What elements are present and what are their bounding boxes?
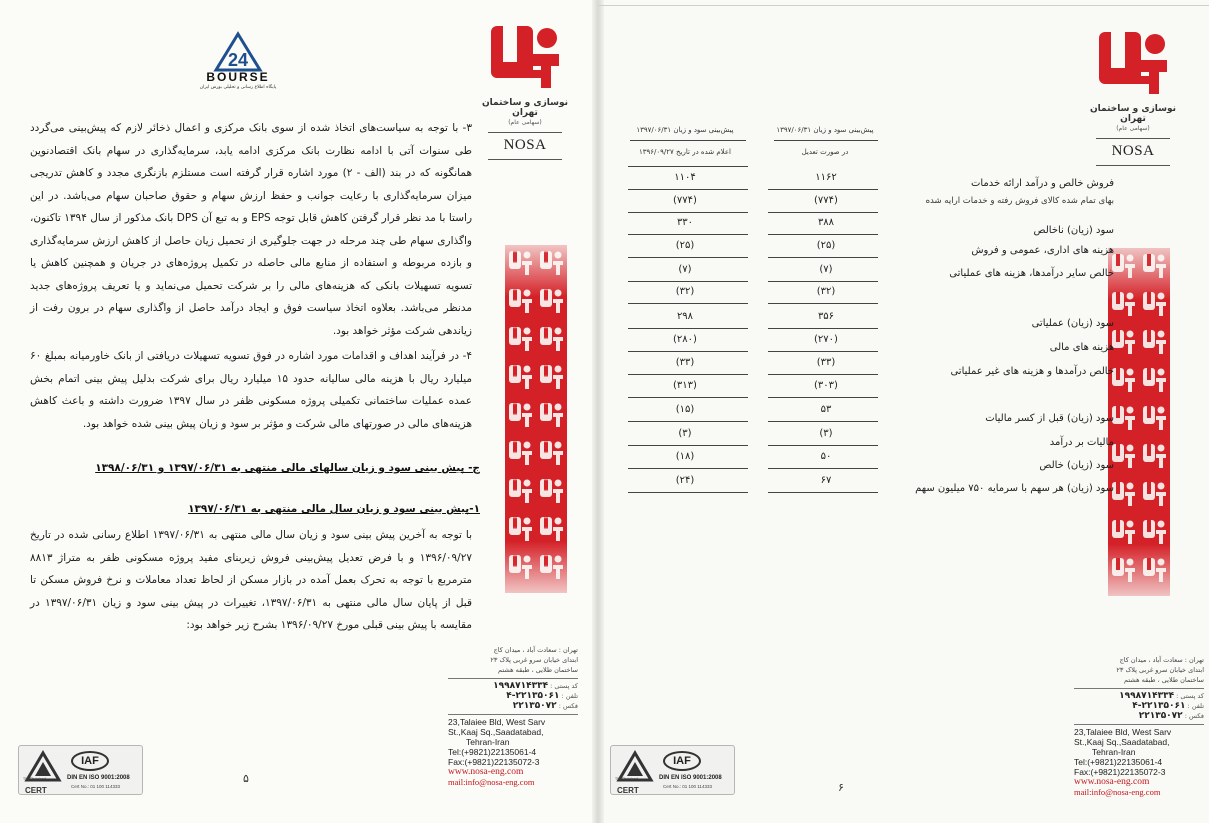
cert-label: CERT bbox=[617, 786, 639, 795]
fax-en: Fax:(+9821)22135072-3 bbox=[448, 757, 540, 767]
table-cell-adjusted: ۶۷ bbox=[820, 475, 832, 486]
brand-nosa: NOSA bbox=[503, 137, 547, 153]
bourse-logo bbox=[188, 30, 288, 100]
table-cell-announced: (۳۳) bbox=[675, 357, 695, 368]
website-link[interactable]: www.nosa-eng.com bbox=[1074, 777, 1150, 787]
phone-number: ۲۲۱۳۵۰۶۱-۴ bbox=[506, 691, 560, 701]
iaf-logo: IAF bbox=[71, 751, 109, 771]
table-cell-announced: (۲۵) bbox=[675, 240, 695, 251]
table-cell-announced: (۱۵) bbox=[675, 404, 695, 415]
table-row-rule bbox=[768, 303, 878, 304]
table-row-rule bbox=[628, 421, 748, 422]
page-number: ۵ bbox=[243, 773, 249, 785]
section-heading-c: ج- پیش بینی سود و زیان سالهای مالی منتهی به ۱۳۹۷/۰۶/۳۱ و ۱۳۹۸/۰۶/۳۱ bbox=[95, 462, 480, 474]
tuv-label: TÜVRheinland bbox=[615, 777, 638, 781]
page-fold-shadow bbox=[598, 0, 604, 823]
company-type: (سهامی عام) bbox=[508, 119, 542, 126]
table-cell-announced: ۲۹۸ bbox=[676, 311, 694, 322]
table-cell-adjusted: (۳۳) bbox=[816, 357, 836, 368]
section-heading-1: ۱-پیش بینی سود و زیان سال مالی منتهی به ۱۳۹۷/۰۶/۳۱ bbox=[188, 503, 480, 515]
tuv-triangle-icon bbox=[23, 750, 63, 790]
fax-label: فکس : bbox=[558, 702, 578, 710]
table-cell-adjusted: (۷) bbox=[819, 264, 833, 275]
phone-row bbox=[1074, 701, 1204, 711]
contact-block bbox=[448, 645, 578, 787]
table-row-rule bbox=[768, 351, 878, 352]
table-row-rule bbox=[628, 374, 748, 375]
address-en: Tehran-Iran bbox=[1092, 747, 1136, 757]
table-cell-adjusted: (۲۷۰) bbox=[814, 334, 838, 345]
column-header-adjusted bbox=[765, 124, 885, 158]
table-cell-announced: ۱۱۰۴ bbox=[674, 172, 696, 183]
postal-code: ۱۹۹۸۷۱۴۳۳۴ bbox=[493, 681, 549, 691]
iaf-logo: IAF bbox=[663, 751, 701, 771]
table-cell-announced: (۷۷۴) bbox=[673, 195, 697, 206]
table-row-rule bbox=[628, 257, 748, 258]
column-header-rule bbox=[774, 140, 878, 141]
address-line: ساختمان طلایی ، طبقه هشتم bbox=[498, 666, 578, 674]
table-row-rule bbox=[628, 468, 748, 469]
table-cell-adjusted: (۳) bbox=[819, 428, 833, 439]
table-row-label: سود (زیان) عملیاتی bbox=[1031, 318, 1114, 329]
column-header-announced bbox=[620, 124, 750, 158]
logo-pattern-icon bbox=[505, 245, 567, 593]
table-cell-announced: (۳۲) bbox=[675, 286, 695, 297]
table-row-label: هزینه های مالی bbox=[1049, 342, 1114, 353]
table-row-label: بهای تمام شده کالای فروش رفته و خدمات ارایه شده bbox=[925, 196, 1114, 206]
table-row-rule bbox=[768, 397, 878, 398]
table-cell-adjusted: (۳۰۳) bbox=[814, 380, 838, 391]
table-row-rule bbox=[628, 234, 748, 235]
fax-number: ۲۲۱۳۵۰۷۲ bbox=[1138, 711, 1183, 721]
phone-label: تلفن : bbox=[561, 692, 578, 700]
letterhead-logo bbox=[480, 18, 570, 160]
fax-number: ۲۲۱۳۵۰۷۲ bbox=[512, 701, 557, 711]
table-cell-announced: (۳) bbox=[678, 428, 692, 439]
tel-en: Tel:(+9821)22135061-4 bbox=[1074, 757, 1163, 767]
table-row-rule bbox=[628, 189, 748, 190]
cert-number: Cert No.: 01 100 114333 bbox=[71, 784, 120, 789]
table-row-label: مالیات بر درآمد bbox=[1049, 437, 1114, 448]
table-row-rule bbox=[768, 374, 878, 375]
nosa-logo-icon bbox=[485, 18, 565, 96]
phone-number: ۲۲۱۳۵۰۶۱-۴ bbox=[1132, 701, 1186, 711]
table-row-rule bbox=[628, 303, 748, 304]
table-row-rule bbox=[628, 397, 748, 398]
postal-label: کد پستی : bbox=[550, 682, 578, 690]
table-row-rule bbox=[628, 492, 748, 493]
fax-label: فکس : bbox=[1184, 712, 1204, 720]
table-cell-announced: (۱۸) bbox=[675, 451, 695, 462]
logo-divider bbox=[488, 132, 562, 133]
table-cell-announced: (۲۸۰) bbox=[673, 334, 697, 345]
postal-row bbox=[448, 681, 578, 691]
tuv-label: TÜVRheinland bbox=[23, 777, 46, 781]
table-row-rule bbox=[768, 281, 878, 282]
postal-code: ۱۹۹۸۷۱۴۳۳۴ bbox=[1119, 691, 1175, 701]
table-row-rule bbox=[628, 445, 748, 446]
svg-text:24: 24 bbox=[227, 50, 249, 70]
page-right bbox=[598, 0, 1209, 823]
contact-divider bbox=[448, 714, 578, 715]
table-cell-adjusted: ۵۳ bbox=[820, 404, 832, 415]
logo-divider bbox=[1096, 165, 1170, 166]
paragraph-3 bbox=[30, 117, 472, 342]
nosa-logo-icon bbox=[1093, 24, 1173, 102]
column-header-line: در صورت تعدیل bbox=[801, 148, 849, 156]
contact-block bbox=[1074, 655, 1204, 797]
column-header-line: پیش‌بینی سود و زیان ۱۳۹۷/۰۶/۳۱ bbox=[636, 126, 734, 134]
table-cell-announced: (۷) bbox=[678, 264, 692, 275]
table-cell-adjusted: ۳۸۸ bbox=[817, 217, 835, 228]
table-cell-adjusted: ۱۱۶۲ bbox=[815, 172, 837, 183]
iso-standard: DIN EN ISO 9001:2008 bbox=[659, 775, 722, 781]
table-row-label: فروش خالص و درآمد ارائه خدمات bbox=[970, 178, 1114, 189]
address-line: ابتدای خیابان سرو غربی پلاک ۲۳ bbox=[1116, 666, 1204, 674]
address-en: Tehran-Iran bbox=[466, 737, 510, 747]
table-row-rule bbox=[768, 421, 878, 422]
table-cell-adjusted: (۳۲) bbox=[816, 286, 836, 297]
table-row-rule bbox=[768, 234, 878, 235]
table-row-rule bbox=[768, 468, 878, 469]
bourse-logo-tagline: پایگاه اطلاع رسانی و تحلیلی بورس ایران bbox=[199, 85, 277, 90]
table-row-label: خالص درآمدها و هزینه های غیر عملیاتی bbox=[950, 366, 1114, 377]
address-line: تهران : سعادت آباد ، میدان کاج bbox=[1119, 656, 1204, 664]
email-link[interactable]: mail:info@nosa-eng.com bbox=[448, 777, 535, 787]
table-row-label: سود (زیان) ناخالص bbox=[1033, 225, 1114, 236]
table-row-rule bbox=[628, 351, 748, 352]
paragraph-5-text: با توجه به آخرین پیش بینی سود و زیان سال مالی منتهی به ۱۳۹۷/۰۶/۳۱ اطلاع رسانی شده در تاریخ ۱۳۹۶/۰۹/۲۷ و با فرض تعدیل پیش‌بینی فروش زیربنای مفید پروژه مسکونی ظفر به متراژ ۸۸۱۳ مترمربع با توجه به تحرک بعمل آمده در بازار مسکن از لحاظ تعداد معاملات و نرخ فروش مسکن تا قبل از پایان سال مالی منتهی به ۱۳۹۷/۰۶/۳۱، تغییرات در پیش بینی سود و زیان ۱۳۹۷/۰۶/۳۱ در مقایسه با پیش بینی قبلی مورخ ۱۳۹۶/۰۹/۲۷ بشرح زیر خواهد بود: bbox=[30, 529, 473, 631]
paragraph-3-text: ۳- با توجه به سیاست‌های اتخاذ شده از سوی بانک مرکزی و اعمال ذخائر لازم که پیش‌بینی می‌گردد طی سنوات آتی با ادامه نظارت بانک مرکزی ادامه یابد، سرمایه‌گذاری در سهام بانک اقتصادنوین همانگونه که در بند (الف - ۲) مورد اشاره قرار گرفته است مستلزم بازنگری مجدد و کاهش تدریجی میزان سرمایه‌گذاری با رعایت جوانب و حفظ ارزش سهام و حقوق صاحبان سهام می‌باشد. در این راستا با مد نظر قرار گرفتن کاهش قابل توجه EPS و به تبع آن DPS بانک مذکور از سال ۱۳۹۴ تاکنون، واگذاری سهام طی چند مرحله در جهت جلوگیری از تحمیل زیان حاصل از کاهش ارزش سرمایه‌گذاری و بازده مربوطه و استفاده از منابع مالی حاصله در تکمیل پروژه‌های در جریان و همچنین کاهش یا تسویه تسهیلات بانکی که هزینه‌های مالی را بر شرکت تحمیل می‌نماید و یا تعریف پروژه‌های جدید مدنظر می‌باشد. بعلاوه اتخاذ سیاست فوق و ایجاد درآمد حاصل از واگذاری سهام در برون رفت از زیاندهی شرکت مؤثر خواهد بود. bbox=[30, 122, 473, 337]
table-row-label: سود (زیان) هر سهم با سرمایه ۷۵۰ میلیون سهم bbox=[915, 483, 1114, 494]
table-row-rule bbox=[628, 281, 748, 282]
postal-label: کد پستی : bbox=[1176, 692, 1204, 700]
iso-certificate bbox=[610, 745, 735, 795]
company-type: (سهامی عام) bbox=[1116, 125, 1150, 132]
address-en: 23,Talaiee Bld, West Sarv bbox=[448, 717, 546, 727]
phone-label: تلفن : bbox=[1187, 702, 1204, 710]
company-name: نوسازی و ساختمان تهران bbox=[1089, 104, 1177, 124]
table-row-rule bbox=[768, 328, 878, 329]
column-header-line: اعلام شده در تاریخ ۱۳۹۶/۰۹/۲۷ bbox=[639, 148, 731, 156]
address-line: ابتدای خیابان سرو غربی پلاک ۲۳ bbox=[490, 656, 578, 664]
table-cell-adjusted: (۷۷۴) bbox=[814, 195, 838, 206]
logo-divider bbox=[1096, 138, 1170, 139]
table-cell-adjusted: ۳۵۶ bbox=[817, 311, 835, 322]
page-number: ۶ bbox=[838, 782, 844, 794]
fax-row bbox=[448, 701, 578, 711]
phone-row bbox=[448, 691, 578, 701]
bourse-logo-name: BOURSE bbox=[206, 70, 270, 84]
table-row-label: سود (زیان) خالص bbox=[1039, 460, 1114, 471]
paragraph-4 bbox=[30, 345, 472, 435]
address-line: تهران : سعادت آباد ، میدان کاج bbox=[493, 646, 578, 654]
decorative-red-strip bbox=[1108, 248, 1170, 596]
paragraph-5 bbox=[30, 524, 472, 637]
column-header-rule bbox=[630, 140, 746, 141]
table-cell-announced: (۳۱۳) bbox=[673, 380, 697, 391]
iso-certificate bbox=[18, 745, 143, 795]
address-line: ساختمان طلایی ، طبقه هشتم bbox=[1124, 676, 1204, 684]
company-name: نوسازی و ساختمان تهران bbox=[481, 98, 569, 118]
table-row-rule bbox=[768, 212, 878, 213]
email-link[interactable]: mail:info@nosa-eng.com bbox=[1074, 787, 1161, 797]
contact-divider bbox=[1074, 724, 1204, 725]
cert-number: Cert No.: 01 100 114333 bbox=[663, 784, 712, 789]
table-cell-announced: (۲۴) bbox=[675, 475, 695, 486]
table-row-label: سود (زیان) قبل از کسر مالیات bbox=[985, 413, 1114, 424]
column-header-rule bbox=[628, 166, 748, 167]
fax-en: Fax:(+9821)22135072-3 bbox=[1074, 767, 1166, 777]
table-row-rule bbox=[768, 492, 878, 493]
iso-standard: DIN EN ISO 9001:2008 bbox=[67, 775, 130, 781]
table-cell-adjusted: ۵۰ bbox=[820, 451, 832, 462]
cert-label: CERT bbox=[25, 786, 47, 795]
website-link[interactable]: www.nosa-eng.com bbox=[448, 767, 524, 777]
address-en: St.,Kaaj Sq.,Saadatabad, bbox=[1074, 737, 1170, 747]
logo-pattern-icon bbox=[1108, 248, 1170, 596]
address-en: St.,Kaaj Sq.,Saadatabad, bbox=[448, 727, 544, 737]
table-row-rule bbox=[768, 445, 878, 446]
decorative-red-strip bbox=[505, 245, 567, 593]
contact-divider bbox=[1074, 688, 1204, 689]
postal-row bbox=[1074, 691, 1204, 701]
table-row-rule bbox=[628, 328, 748, 329]
letterhead-logo bbox=[1088, 24, 1178, 166]
address-en: 23,Talaiee Bld, West Sarv bbox=[1074, 727, 1172, 737]
page-top-edge bbox=[598, 5, 1209, 6]
page-left bbox=[0, 0, 598, 823]
table-row-rule bbox=[768, 257, 878, 258]
brand-nosa: NOSA bbox=[1111, 143, 1155, 159]
column-header-line: پیش‌بینی سود و زیان ۱۳۹۷/۰۶/۳۱ bbox=[776, 126, 874, 134]
logo-divider bbox=[488, 159, 562, 160]
contact-divider bbox=[448, 678, 578, 679]
tuv-triangle-icon bbox=[615, 750, 655, 790]
table-cell-adjusted: (۲۵) bbox=[816, 240, 836, 251]
table-row-rule bbox=[768, 189, 878, 190]
table-row-label: خالص سایر درآمدها، هزینه های عملیاتی bbox=[949, 268, 1114, 279]
table-row-rule bbox=[628, 212, 748, 213]
tel-en: Tel:(+9821)22135061-4 bbox=[448, 747, 537, 757]
table-cell-announced: ۳۳۰ bbox=[676, 217, 694, 228]
table-row-label: هزینه های اداری، عمومی و فروش bbox=[971, 245, 1114, 256]
fax-row bbox=[1074, 711, 1204, 721]
paragraph-4-text: ۴- در فرآیند اهداف و اقدامات مورد اشاره در فوق تسویه تسهیلات دریافتی از بانک خاورمیانه بمبلغ ۶۰ میلیارد ریال با هزینه مالی سالیانه حدود ۱۵ میلیارد ریال برای شرکت بدلیل پیش بینی اتمام بخش عمده عملیات ساختمانی تکمیلی پروژه مسکونی ظفر در سال ۱۳۹۷ ضرورت داشته و باعث کاهش هزینه‌های مالی در صورتهای مالی شرکت و مؤثر بر سود و زیان پیش بینی شده خواهد بود. bbox=[30, 350, 472, 430]
